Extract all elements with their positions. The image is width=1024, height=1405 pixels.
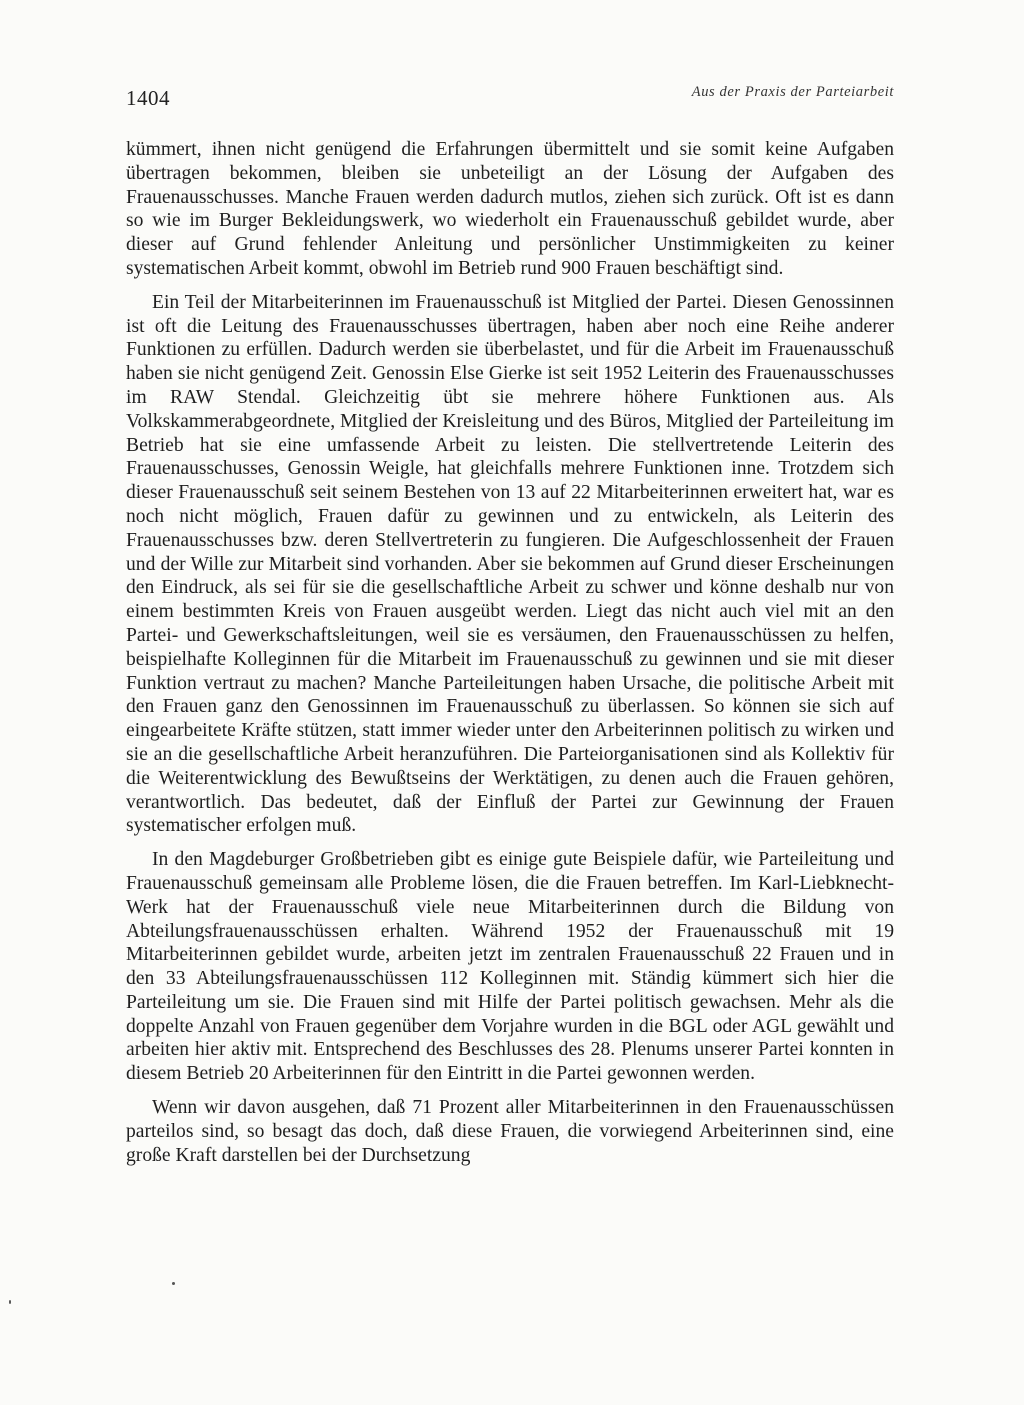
paragraph-1: kümmert, ihnen nicht genügend die Erfahrungen übermittelt und sie somit keine Aufgaben übertragen bekommen, bleiben sie unbeteiligt an der Lösung der Aufgaben des Frauenausschusses. Manche Frauen werden dadurch mutlos, ziehen sich zurück. Oft ist es dann so wie im Burger Bekleidungswerk, wo wiederholt ein Frauenausschuß gebildet wurde, aber dieser auf Grund fehlender Anleitung und persönlicher Unstimmigkeiten zu keiner systematischen Arbeit kommt, obwohl im Betrieb rund 900 Frauen beschäftigt sind. — [126, 139, 894, 279]
page-header — [126, 84, 894, 114]
paragraph-3: In den Magdeburger Großbetrieben gibt es einige gute Beispiele dafür, wie Parteileitung und Frauenausschuß gemeinsam alle Probleme lösen, die die Frauen betreffen. Im Karl-Liebknecht-Werk hat der Frauenausschuß viele neue Mitarbeiterinnen durch die Bildung von Abteilungsfrauenausschüssen erhalten. Während 1952 der Frauenausschuß mit 19 Mitarbeiterinnen gebildet wurde, arbeiten jetzt im zentralen Frauenausschuß 22 Frauen und in den 33 Abteilungsfrauenausschüssen 112 Kolleginnen mit. Ständig kümmert sich hier die Parteileitung um sie. Die Frauen sind mit Hilfe der Partei politisch gewachsen. Mehr als die doppelte Anzahl von Frauen gegenüber dem Vorjahre wurden in die BGL oder AGL gewählt und arbeiten hier aktiv mit. Entsprechend des Beschlusses des 28. Plenums unserer Partei konnten in diesem Betrieb 20 Arbeiterinnen für den Eintritt in die Partei gewonnen werden. — [126, 849, 894, 1085]
scan-speck — [9, 1300, 11, 1304]
running-head: Aus der Praxis der Parteiarbeit — [691, 84, 894, 100]
scan-speck — [172, 1282, 175, 1285]
paragraph-4: Wenn wir davon ausgehen, daß 71 Prozent aller Mitarbeiterinnen in den Frauenausschüssen parteilos sind, so besagt das doch, daß diese Frauen, die vorwiegend Arbeiterinnen sind, eine große Kraft darstellen bei der Durchsetzung — [126, 1097, 894, 1166]
page-number: 1404 — [126, 86, 170, 110]
paragraph-2: Ein Teil der Mitarbeiterinnen im Frauenausschuß ist Mitglied der Partei. Diesen Genossinnen ist oft die Leitung des Frauenausschusses übertragen, haben aber noch eine Reihe anderer Funktionen zu erfüllen. Dadurch werden sie überbelastet, und für die Arbeit im Frauenausschuß haben sie nicht genügend Zeit. Genossin Else Gierke ist seit 1952 Leiterin des Frauenausschusses im RAW Stendal. Gleichzeitig übt sie mehrere höhere Funktionen aus. Als Volkskammerabgeordnete, Mitglied der Kreisleitung und des Büros, Mitglied der Parteileitung im Betrieb hat sie eine umfassende Arbeit zu leisten. Die stellvertretende Leiterin des Frauenausschusses, Genossin Weigle, hat gleichfalls mehrere Funktionen inne. Trotzdem sich dieser Frauenausschuß seit seinem Bestehen von 13 auf 22 Mitarbeiterinnen erweitert hat, war es noch nicht möglich, Frauen dafür zu gewinnen und zu entwickeln, als Leiterin des Frauenausschusses bzw. deren Stellvertreterin zu fungieren. Die Aufgeschlossenheit der Frauen und der Wille zur Mitarbeit sind vorhanden. Aber sie bekommen auf Grund dieser Erscheinungen den Eindruck, als sei für sie die gesellschaftliche Arbeit zu schwer und könne deshalb nur von einem bestimmten Kreis von Frauen ausgeübt werden. Liegt das nicht auch viel mit an den Partei- und Gewerkschaftsleitungen, weil sie es versäumen, den Frauenausschüssen zu helfen, beispielhafte Kolleginnen für die Mitarbeit im Frauenausschuß zu gewinnen und sie mit dieser Funktion vertraut zu machen? Manche Parteileitungen haben Ursache, die politische Arbeit mit den Frauen ganz den Genossinnen im Frauenausschuß zu überlassen. So können sie sich auf eingearbeitete Kräfte stützen, statt immer wieder unter den Arbeiterinnen politisch zu wirken und sie an die gesellschaftliche Arbeit heranzuführen. Die Parteiorganisationen sind als Kollektiv für die Weiterentwicklung des Bewußtseins der Werktätigen, zu denen auch die Frauen gehören, verantwortlich. Das bedeutet, daß der Einfluß der Partei zur Gewinnung der Frauen systematischer erfolgen muß. — [126, 291, 895, 837]
body-text — [126, 138, 894, 1167]
